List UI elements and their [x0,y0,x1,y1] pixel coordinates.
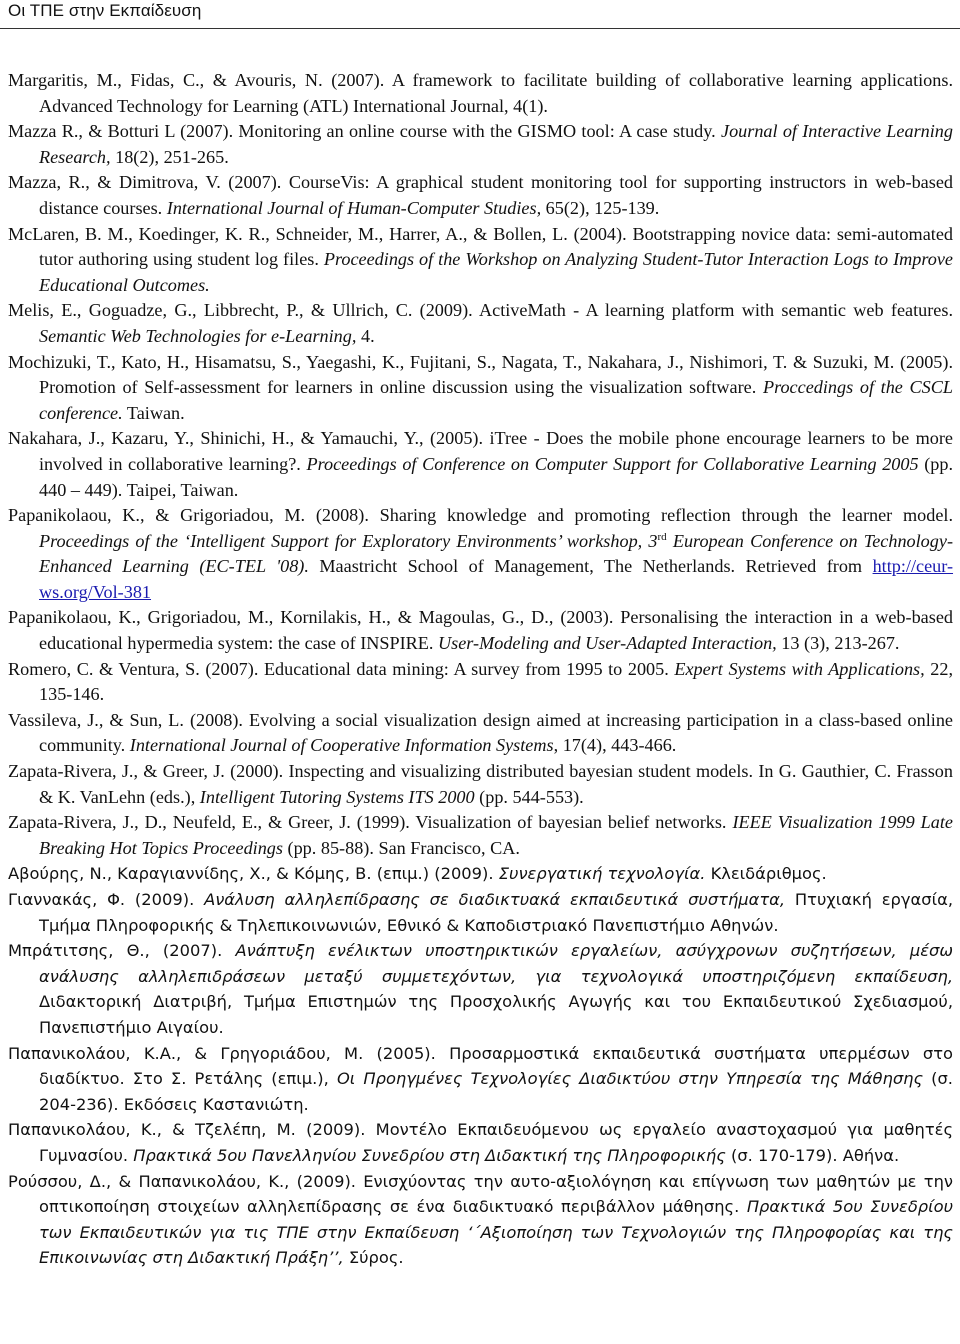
reference-entry: Papanikolaou, K., Grigoriadou, M., Kornilakis, H., & Magoulas, G., D., (2003). Personalising the interaction in a web-based educational hypermedia system: the case of INSPIRE. User-Modeling and User-Adapted Interaction, 13 (3), 213-267. [8,607,953,654]
reference-entry: Παπανικολάου, Κ., & Τζελέπη, Μ. (2009). Μοντέλο Εκπαιδευόμενου ως εργαλείο αναστοχασμού για μαθητές Γυμνασίου. Πρακτικά 5ου Πανελληνίου Συνεδρίου στη Διδακτική της Πληροφορικής (σ. 170-179). Αθήνα. [8,1120,953,1165]
reference-entry: Melis, E., Goguadze, G., Libbrecht, P., & Ullrich, C. (2009). ActiveMath - A learning platform with semantic web features. Semantic Web Technologies for e-Learning, 4. [8,300,953,346]
reference-entry: Μπράτιτσης, Θ., (2007). Ανάπτυξη ενέλικτων υποστηρικτικών εργαλείων, ασύγχρονων συζητήσεων, μέσω ανάλυσης αλληλεπιδράσεων μεταξύ συμμετεχόντων, για τεχνολογικά υποστηριζόμενη εκπαίδευση, Διδακτορική Διατριβή, Τμήμα Επιστημών της Προσχολικής Αγωγής και του Εκπαιδευτικού Σχεδιασμού, Πανεπιστήμιο Αιγαίου. [8,941,953,1037]
reference-entry: Ρούσσου, Δ., & Παπανικολάου, Κ., (2009). Ενισχύοντας την αυτο-αξιολόγηση και επίγνωση των μαθητών με την οπτικοποίηση στοιχείων αλληλεπίδρασης σε ένα διαδικτυακό περιβάλλον μάθησης. Πρακτικά 5ου Συνεδρίου των Εκπαιδευτικών για τις ΤΠΕ στην Εκπαίδευση ‘΄Αξιοποίηση των Τεχνολογιών της Πληροφορίας και της Επικοινωνίας στη Διδακτική Πράξη’’, Σύρος. [8,1171,953,1268]
reference-url-link[interactable]: http://ceur-ws.org/Vol-381 [39,556,954,602]
reference-entry: Zapata-Rivera, J., & Greer, J. (2000). Inspecting and visualizing distributed bayesian student models. In G. Gauthier, C. Frasson & K. VanLehn (eds.), Intelligent Tutoring Systems ITS 2000 (pp. 544-553). [8,761,953,807]
reference-entry: Romero, C. & Ventura, S. (2007). Educational data mining: A survey from 1995 to 2005. Expert Systems with Applications, 22, 135-146. [8,658,954,705]
reference-entry: Mochizuki, T., Kato, H., Hisamatsu, S., Yaegashi, K., Fujitani, S., Nagata, T., Nakahara, J., Nishimori, T. & Suzuki, M. (2005). Promotion of Self-assessment for learners in online discussion using the visualization software. Proccedings of the CSCL conference. Taiwan. [8,351,954,423]
reference-list [8,68,953,1271]
reference-entry: Zapata-Rivera, J., D., Neufeld, E., & Greer, J. (1999). Visualization of bayesian belief networks. IEEE Visualization 1999 Late Breaking Hot Topics Proceedings (pp. 85-88). San Francisco, CA. [8,812,954,858]
reference-entry: Mazza, R., & Dimitrova, V. (2007). CourseVis: A graphical student monitoring tool for supporting instructors in web-based distance courses. International Journal of Human-Computer Studies, 65(2), 125-139. [8,172,953,218]
reference-entry: Vassileva, J., & Sun, L. (2008). Evolving a social visualization design aimed at increasing participation in a class-based online community. International Journal of Cooperative Information Systems, 17(4), 443-466. [8,709,953,756]
reference-entry: Margaritis, M., Fidas, C., & Avouris, N. (2007). A framework to facilitate building of collaborative learning applications. Advanced Technology for Learning (ATL) International Journal, 4(1). [8,70,953,116]
running-header [0,0,960,29]
reference-entry: McLaren, B. M., Koedinger, K. R., Schneider, M., Harrer, A., & Bollen, L. (2004). Bootstrapping novice data: semi-automated tutor authoring using student log files. Proceedings of the Workshop on Analyzing Student-Tutor Interaction Logs to Improve Educational Outcomes. [8,223,953,295]
reference-entry: Γιαννακάς, Φ. (2009). Ανάλυση αλληλεπίδρασης σε διαδικτυακά εκπαιδευτικά συστήματα, Πτυχιακή εργασία, Τμήμα Πληροφορικής & Τηλεπικοινωνιών, Εθνικό & Καποδιστριακό Πανεπιστήμιο Αθηνών. [8,890,953,935]
reference-entry: Papanikolaou, K., & Grigoriadou, M. (2008). Sharing knowledge and promoting reflection through the learner model. Proceedings of the ‘Intelligent Support for Exploratory Environments’ workshop, 3rd European Conference on Technology-Enhanced Learning (EC-TEL '08). Maastricht School of Management, The Netherlands. Retrieved from http://ceur-ws.org/Vol-381 [8,505,954,602]
reference-entry: Παπανικολάου, Κ.Α., & Γρηγοριάδου, Μ. (2005). Προσαρμοστικά εκπαιδευτικά συστήματα υπερμέσων στο διαδίκτυο. Στο Σ. Ρετάλης (επιμ.), Οι Προηγμένες Τεχνολογίες Διαδικτύου στην Υπηρεσία της Μάθησης (σ. 204-236). Εκδόσεις Καστανιώτη. [8,1043,953,1114]
reference-entry: Mazza R., & Botturi L (2007). Monitoring an online course with the GISMO tool: A case study. Journal of Interactive Learning Research, 18(2), 251-265. [8,121,953,167]
header-title: Οι ΤΠΕ στην Εκπαίδευση [8,1,202,20]
reference-entry: Αβούρης, Ν., Καραγιαννίδης, Χ., & Κόμης, Β. (επιμ.) (2009). Συνεργατική τεχνολογία. Κλειδάριθμος. [8,864,827,884]
reference-entry: Nakahara, J., Kazaru, Y., Shinichi, H., & Yamauchi, Y., (2005). iTree - Does the mobile phone encourage learners to be more involved in collaborative learning?. Proceedings of Conference on Computer Support for Collaborative Learning 2005 (pp. 440 – 449). Taipei, Taiwan. [8,428,954,500]
